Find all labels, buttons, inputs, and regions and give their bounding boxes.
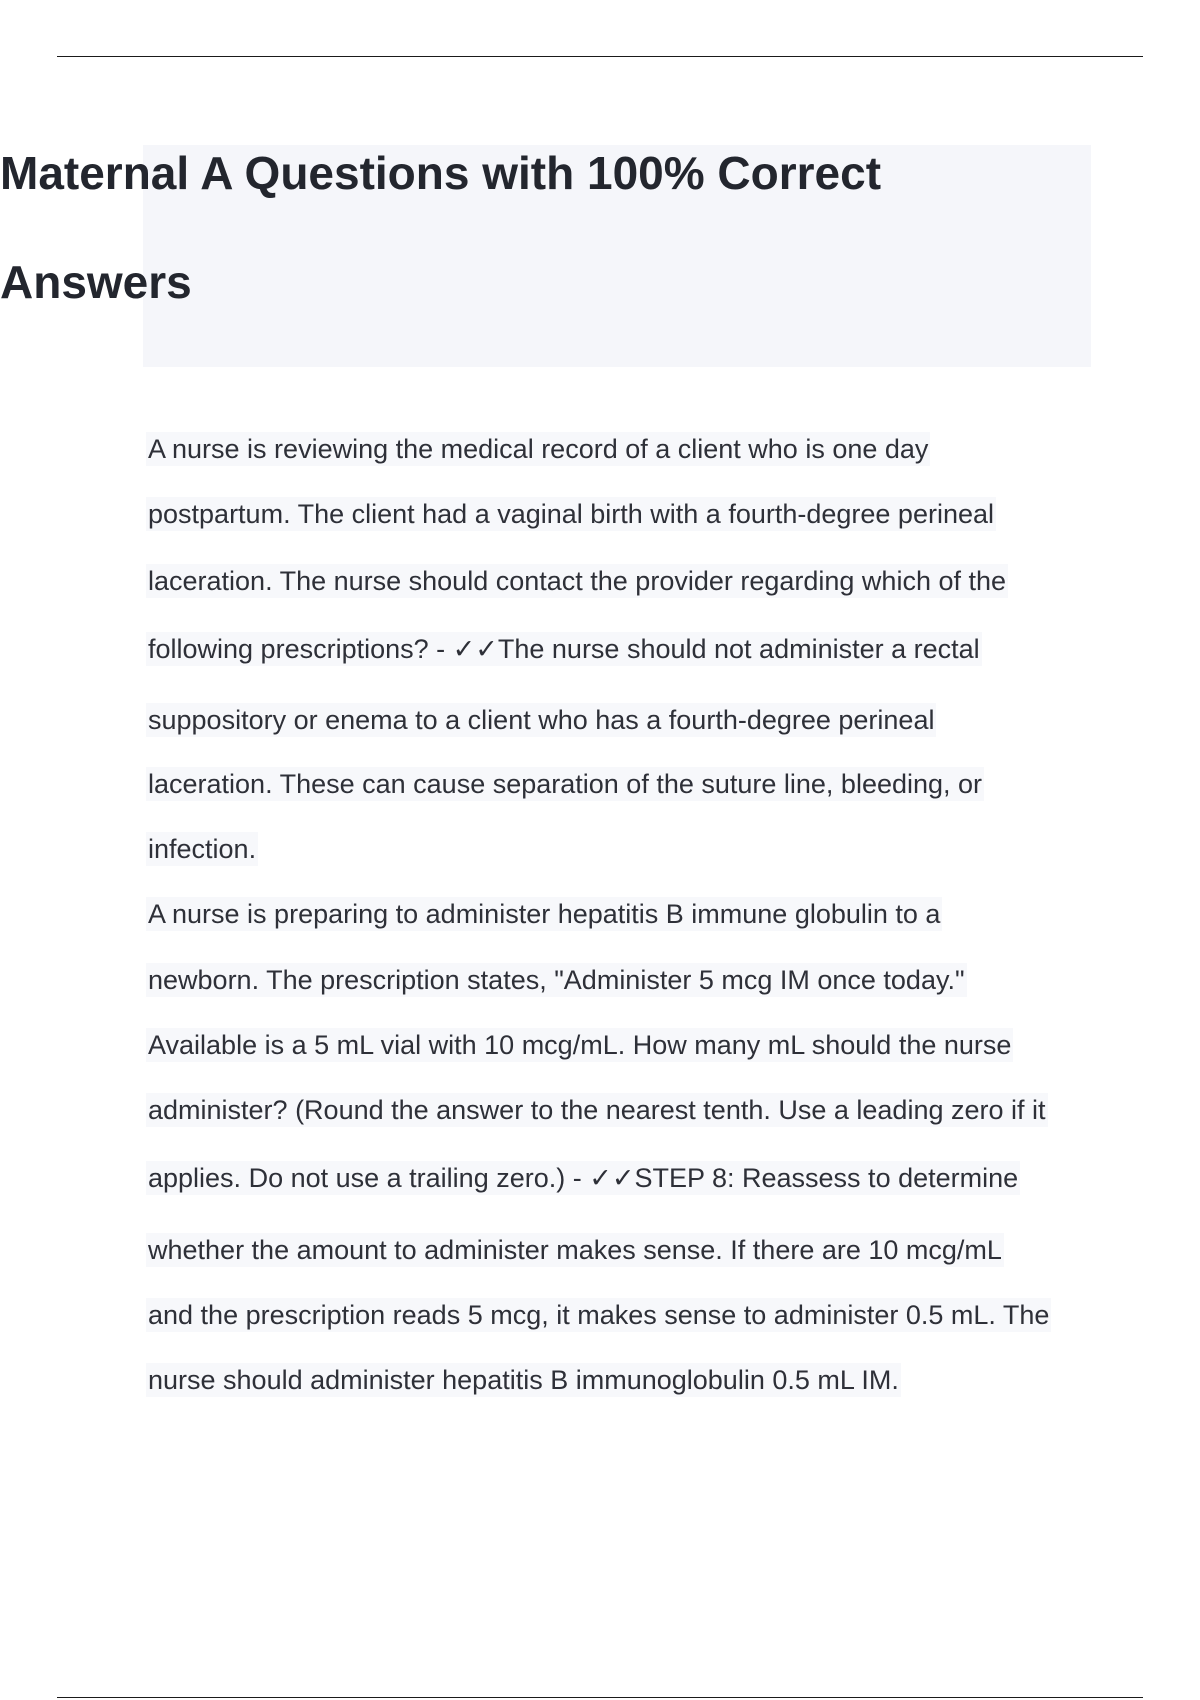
question-1-answer-line-4: infection. [148,834,257,864]
question-2-line-3: Available is a 5 mL vial with 10 mcg/mL. How many mL should the nurse [148,1030,1012,1060]
question-1-line-2: postpartum. The client had a vaginal birth with a fourth-degree perineal [148,499,995,529]
page-title-line-2: Answers [0,256,192,308]
question-1-line-1: A nurse is reviewing the medical record of a client who is one day [148,434,929,464]
question-1-line-3: laceration. The nurse should contact the provider regarding which of the [148,566,1007,596]
question-2-line-2: newborn. The prescription states, "Administer 5 mcg IM once today." [148,965,965,995]
question-2-answer-line-3: and the prescription reads 5 mcg, it makes sense to administer 0.5 mL. The [148,1300,1050,1330]
question-1-answer-line-2: suppository or enema to a client who has a fourth-degree perineal [148,705,935,735]
question-1-answer-line-3: laceration. These can cause separation of the suture line, bleeding, or [148,769,983,799]
bottom-divider [57,1697,1143,1698]
question-2-answer-line-1: applies. Do not use a trailing zero.) - ✓✓STEP 8: Reassess to determine [148,1163,1019,1193]
question-2-line-1: A nurse is preparing to administer hepatitis B immune globulin to a [148,899,941,929]
question-2-answer-line-4: nurse should administer hepatitis B immunoglobulin 0.5 mL IM. [148,1365,899,1395]
page-title-line-1: Maternal A Questions with 100% Correct [0,147,882,199]
top-divider [57,56,1143,57]
question-2-answer-line-2: whether the amount to administer makes sense. If there are 10 mcg/mL [148,1235,1002,1265]
question-1-answer-line-1: following prescriptions? - ✓✓The nurse should not administer a rectal [148,634,980,664]
question-2-line-4: administer? (Round the answer to the nearest tenth. Use a leading zero if it [148,1095,1046,1125]
